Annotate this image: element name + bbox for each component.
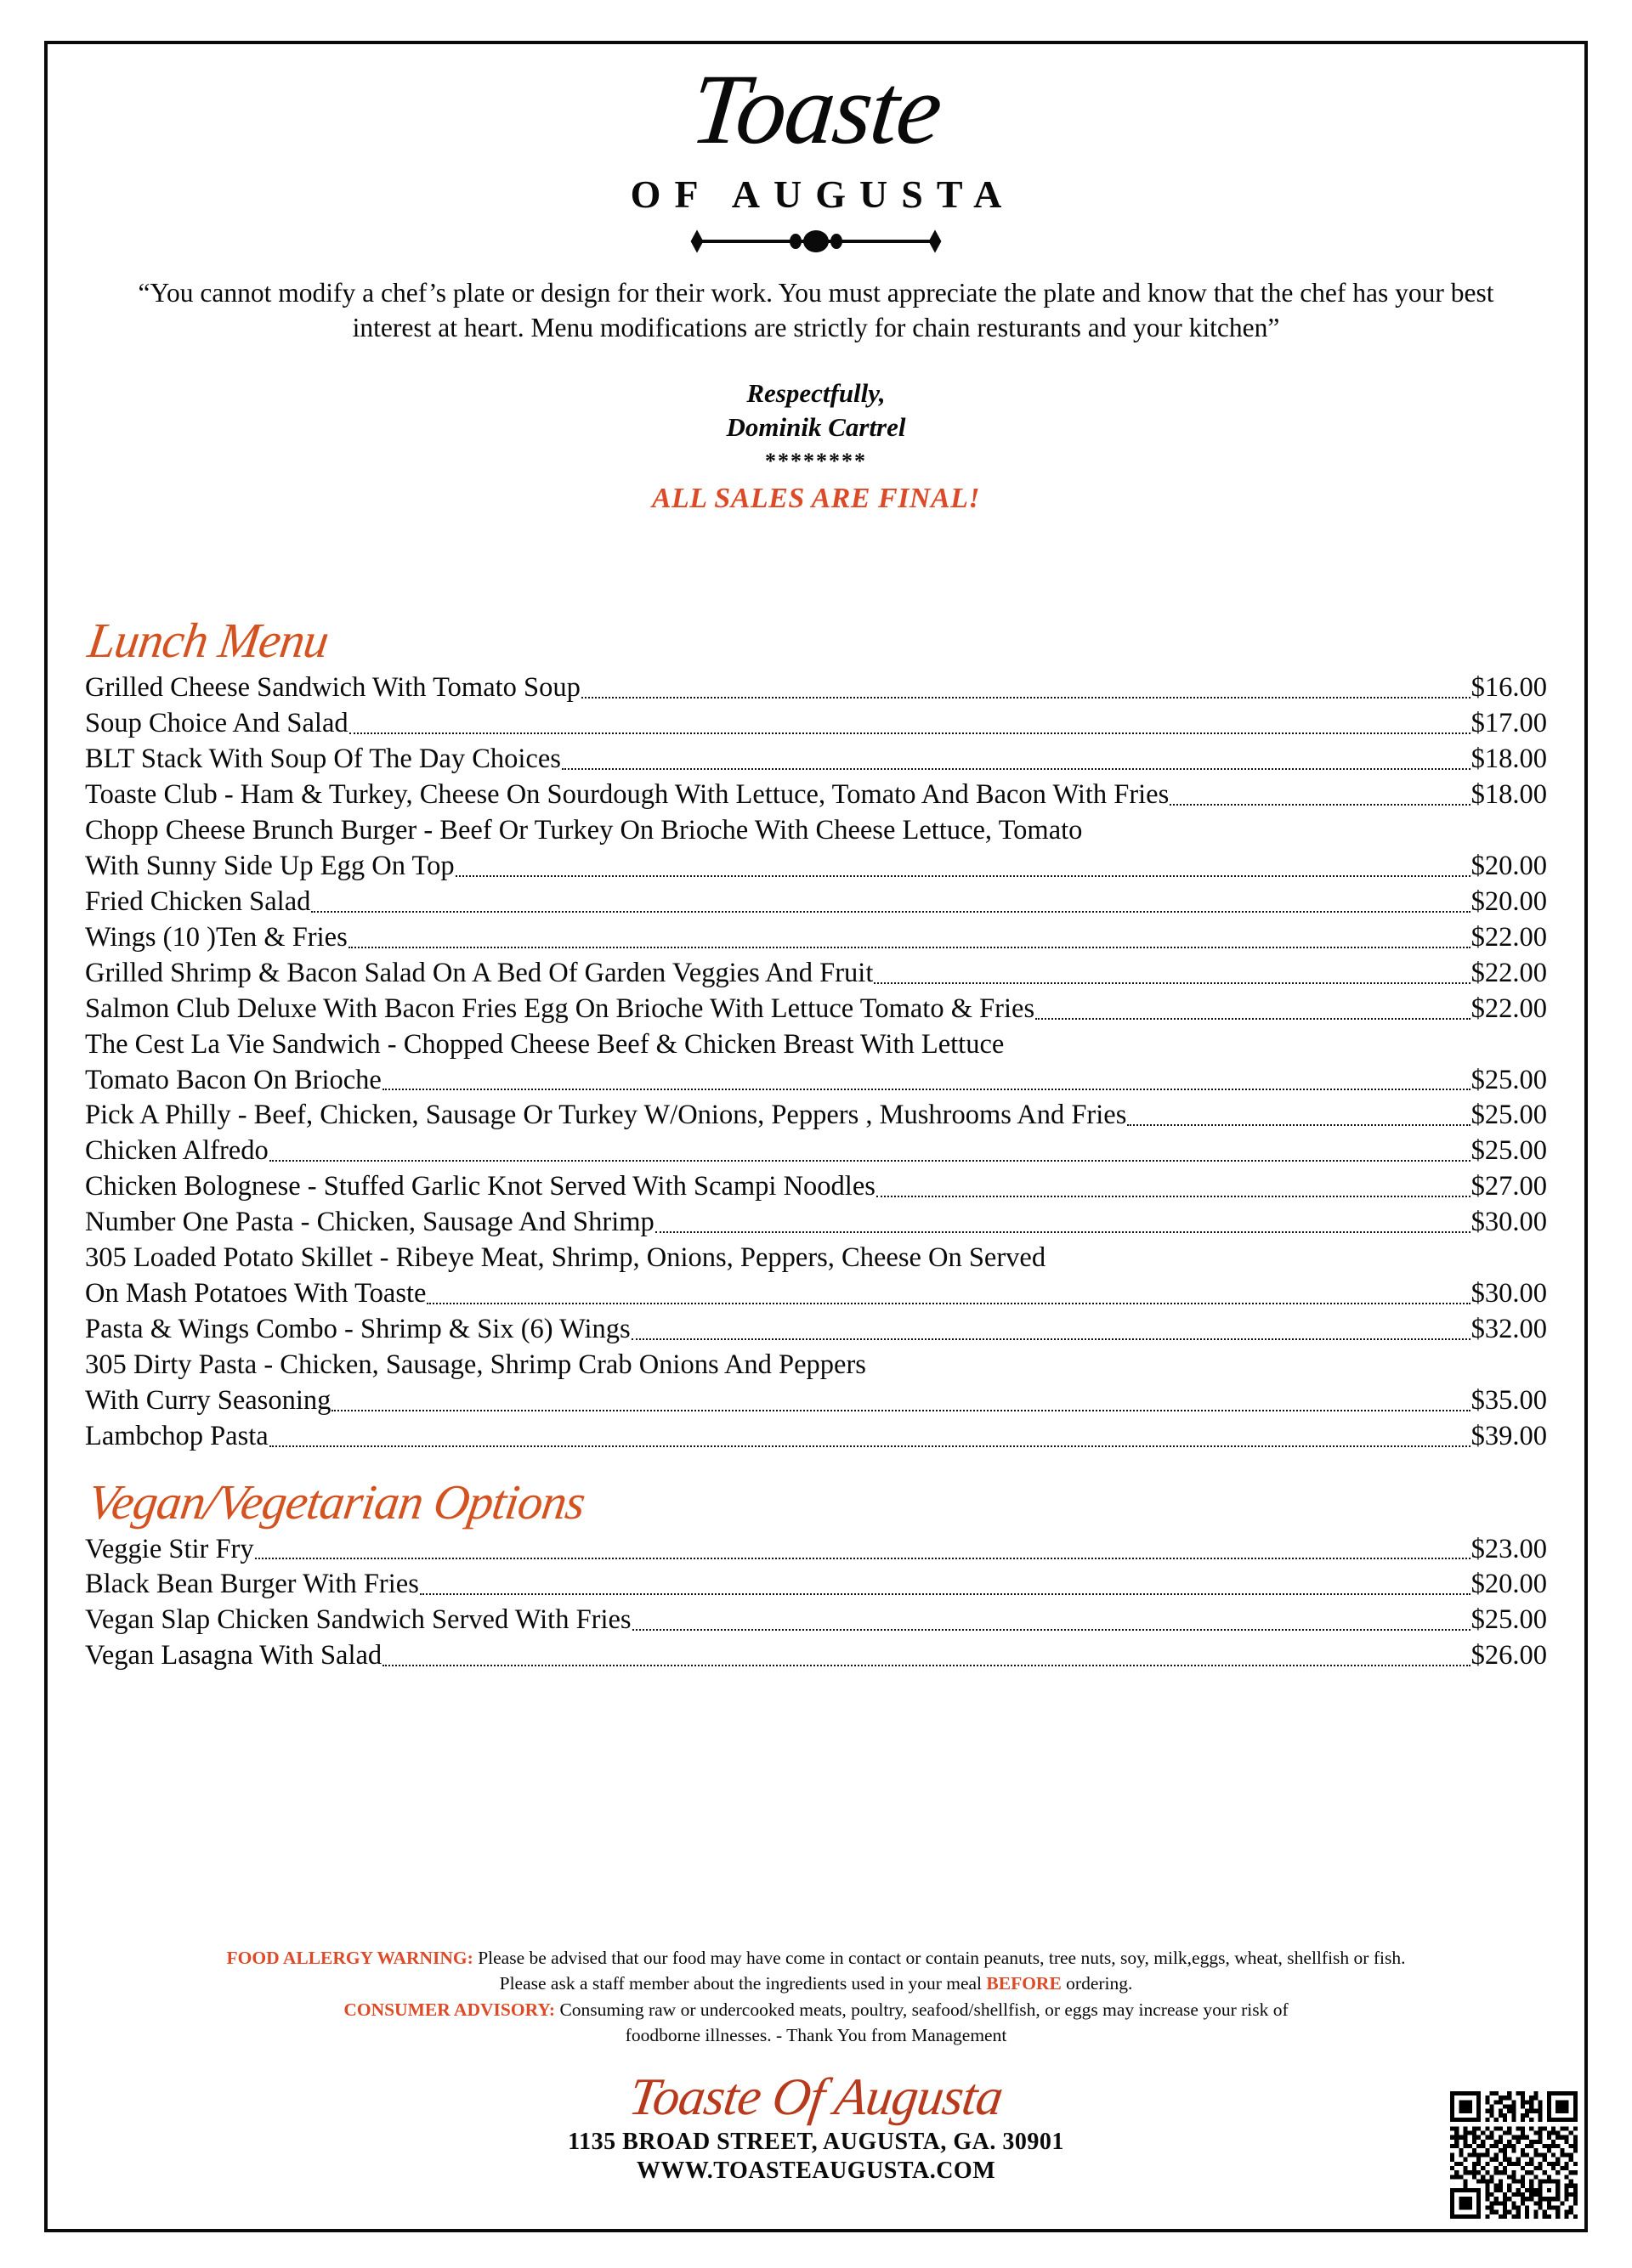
allergy-warning-label: FOOD ALLERGY WARNING:	[226, 1947, 473, 1968]
menu-item-price: $22.00	[1470, 957, 1547, 988]
menu-item-name: The Cest La Vie Sandwich - Chopped Cheese Beef & Chicken Breast With Lettuce	[85, 1028, 1005, 1060]
menu-item-row	[85, 1098, 1547, 1134]
menu-item-leader-dots	[874, 981, 1470, 984]
menu-item-row	[85, 1348, 1547, 1383]
brand-subtitle: OF AUGUSTA	[630, 173, 1016, 216]
menu-item-row	[85, 1383, 1547, 1419]
menu-item-leader-dots	[349, 732, 1470, 734]
menu-item-name: Vegan Slap Chicken Sandwich Served With Fries	[85, 1604, 632, 1636]
consumer-advisory-line	[48, 1997, 1584, 2023]
menu-item-leader-dots	[1035, 1017, 1470, 1020]
menu-item-row	[85, 992, 1547, 1027]
menu-item-price: $30.00	[1470, 1278, 1547, 1309]
menu-item-leader-dots	[427, 1302, 1470, 1304]
menu-item-name: Grilled Cheese Sandwich With Tomato Soup	[85, 672, 581, 704]
menu-item-name: Wings (10 )Ten & Fries	[85, 921, 348, 953]
page-footer	[48, 1945, 1584, 2224]
menu-item-leader-dots	[1127, 1123, 1470, 1126]
menu-item-row	[85, 849, 1547, 885]
menu-item-price: $25.00	[1470, 1135, 1547, 1167]
menu-item-name: 305 Dirty Pasta - Chicken, Sausage, Shrimp Crab Onions And Peppers	[85, 1349, 866, 1380]
menu-item-leader-dots	[255, 1557, 1470, 1559]
allergy-warning-line2	[48, 1971, 1584, 1997]
section-lunch-menu	[85, 615, 1547, 1454]
menu-item-leader-dots	[655, 1230, 1470, 1233]
menu-item-price: $22.00	[1470, 921, 1547, 953]
brand-script-logo: Toaste	[686, 54, 946, 165]
section-title-lunch: Lunch Menu	[84, 613, 332, 669]
menu-item-name: Number One Pasta - Chicken, Sausage And Shrimp	[85, 1207, 654, 1238]
menu-item-price: $16.00	[1470, 672, 1547, 704]
menu-item-row	[85, 778, 1547, 813]
menu-item-row	[85, 1134, 1547, 1169]
menu-item-name: Chicken Bolognese - Stuffed Garlic Knot Served With Scampi Noodles	[85, 1171, 876, 1202]
menu-item-name: Salmon Club Deluxe With Bacon Fries Egg On Brioche With Lettuce Tomato & Fries	[85, 993, 1035, 1024]
menu-item-price: $25.00	[1470, 1064, 1547, 1095]
menu-item-price: $23.00	[1470, 1533, 1547, 1564]
menu-item-name: Tomato Bacon On Brioche	[85, 1064, 382, 1095]
menu-item-name: Fried Chicken Salad	[85, 885, 311, 917]
menu-item-leader-dots	[269, 1445, 1470, 1447]
allergy-line2-pre: Please ask a staff member about the ingredients used in your meal	[499, 1973, 987, 1994]
menu-item-leader-dots	[420, 1592, 1470, 1595]
footer-website: WWW.TOASTEAUGUSTA.COM	[636, 2158, 996, 2184]
signature-stars: ********	[765, 449, 867, 474]
allergy-before-emphasis: BEFORE	[986, 1973, 1062, 1994]
menu-item-price: $27.00	[1470, 1171, 1547, 1202]
menu-item-price: $32.00	[1470, 1313, 1547, 1344]
menu-item-name: Soup Choice And Salad	[85, 708, 348, 739]
menu-item-row	[85, 1603, 1547, 1638]
menu-item-name: Chicken Alfredo	[85, 1135, 269, 1167]
consumer-advisory-label: CONSUMER ADVISORY:	[343, 1999, 556, 2020]
menu-item-row	[85, 885, 1547, 920]
all-sales-final-notice: ALL SALES ARE FINAL!	[651, 483, 981, 515]
menu-item-leader-dots	[1170, 803, 1470, 806]
menu-item-name: Pasta & Wings Combo - Shrimp & Six (6) Wings	[85, 1313, 631, 1344]
menu-item-price: $17.00	[1470, 708, 1547, 739]
menu-item-price: $20.00	[1470, 1569, 1547, 1600]
menu-item-leader-dots	[876, 1195, 1470, 1197]
menu-item-row	[85, 813, 1547, 849]
menu-item-name: BLT Stack With Soup Of The Day Choices	[85, 744, 561, 775]
menu-item-row	[85, 1241, 1547, 1276]
menu-item-price: $25.00	[1470, 1604, 1547, 1636]
menu-item-price: $30.00	[1470, 1207, 1547, 1238]
signature-name: Dominik Cartrel	[726, 412, 906, 443]
menu-item-row	[85, 1063, 1547, 1099]
menu-item-name: On Mash Potatoes With Toaste	[85, 1278, 427, 1309]
menu-item-leader-dots	[562, 767, 1470, 770]
menu-item-name: Black Bean Burger With Fries	[85, 1569, 419, 1600]
menu-item-name: With Sunny Side Up Egg On Top	[85, 850, 455, 881]
lunch-items-list	[85, 670, 1547, 1454]
menu-item-row	[85, 1027, 1547, 1063]
consumer-advisory-text: Consuming raw or undercooked meats, poultry, seafood/shellfish, or eggs may increase your risk of	[555, 1999, 1289, 2020]
menu-item-leader-dots	[581, 696, 1470, 698]
menu-item-row	[85, 1567, 1547, 1603]
menu-item-price: $20.00	[1470, 885, 1547, 917]
qr-code-icon[interactable]	[1450, 2091, 1578, 2219]
menu-item-name: Grilled Shrimp & Bacon Salad On A Bed Of Garden Veggies And Fruit	[85, 957, 874, 988]
menu-item-row	[85, 1638, 1547, 1674]
menu-item-price: $26.00	[1470, 1640, 1547, 1671]
allergy-warning-line	[48, 1945, 1584, 1971]
vegan-items-list	[85, 1532, 1547, 1675]
menu-item-row	[85, 742, 1547, 778]
menu-item-price: $22.00	[1470, 993, 1547, 1024]
menu-item-leader-dots	[382, 1088, 1470, 1090]
brand-header	[85, 44, 1547, 254]
section-title-vegan: Vegan/Vegetarian Options	[84, 1473, 589, 1530]
menu-item-row	[85, 1419, 1547, 1455]
menu-item-row	[85, 956, 1547, 992]
footer-script-logo: Toaste Of Augusta	[626, 2068, 1006, 2126]
menu-item-name: Veggie Stir Fry	[85, 1533, 254, 1564]
menu-item-price: $35.00	[1470, 1384, 1547, 1416]
menu-item-leader-dots	[632, 1628, 1470, 1631]
ornament-divider-icon	[688, 229, 944, 254]
menu-content	[48, 44, 1584, 1674]
section-vegan-options	[84, 1473, 1547, 1675]
consumer-advisory-line2: foodborne illnesses. - Thank You from Management	[625, 2025, 1007, 2046]
menu-item-row	[85, 920, 1547, 956]
menu-item-leader-dots	[311, 910, 1470, 913]
menu-item-price: $20.00	[1470, 850, 1547, 881]
menu-item-leader-dots	[456, 874, 1470, 877]
menu-item-row	[85, 1205, 1547, 1241]
menu-item-price: $18.00	[1470, 744, 1547, 775]
allergy-line2-post: ordering.	[1061, 1973, 1133, 1994]
menu-item-row	[85, 706, 1547, 742]
menu-item-name: With Curry Seasoning	[85, 1384, 332, 1416]
signature-respectfully: Respectfully,	[746, 377, 886, 408]
menu-item-price: $25.00	[1470, 1100, 1547, 1131]
menu-item-leader-dots	[269, 1159, 1470, 1162]
signature-block	[85, 376, 1547, 516]
footer-brand-block	[48, 2068, 1584, 2224]
menu-item-price: $39.00	[1470, 1420, 1547, 1451]
menu-item-row	[85, 1532, 1547, 1568]
menu-item-name: Vegan Lasagna With Salad	[85, 1640, 382, 1671]
footer-address: 1135 BROAD STREET, AUGUSTA, GA. 30901	[568, 2129, 1064, 2155]
menu-item-row	[85, 1312, 1547, 1348]
menu-item-row	[85, 1169, 1547, 1205]
menu-item-leader-dots	[348, 946, 1470, 948]
menu-item-leader-dots	[332, 1409, 1470, 1411]
chef-quote: “You cannot modify a chef’s plate or design for their work. You must appreciate the plate and know that the chef has your best interest at heart. Menu modifications are strictly for chain resturants and your kitchen”	[138, 278, 1494, 342]
menu-item-name: Lambchop Pasta	[85, 1420, 269, 1451]
menu-item-name: Pick A Philly - Beef, Chicken, Sausage Or Turkey W/Onions, Peppers , Mushrooms And Fries	[85, 1100, 1127, 1131]
menu-item-row	[85, 1276, 1547, 1312]
footer-notices	[48, 1945, 1584, 2049]
menu-item-leader-dots	[632, 1338, 1470, 1340]
menu-item-name: 305 Loaded Potato Skillet - Ribeye Meat, Shrimp, Onions, Peppers, Cheese On Served	[85, 1242, 1046, 1274]
menu-item-name: Toaste Club - Ham & Turkey, Cheese On Sourdough With Lettuce, Tomato And Bacon With Fries	[85, 779, 1170, 811]
menu-item-price: $18.00	[1470, 779, 1547, 811]
menu-item-name: Chopp Cheese Brunch Burger - Beef Or Turkey On Brioche With Cheese Lettuce, Tomato	[85, 815, 1083, 846]
menu-item-leader-dots	[382, 1664, 1470, 1666]
menu-item-row	[85, 670, 1547, 706]
allergy-warning-text: Please be advised that our food may have come in contact or contain peanuts, tree nuts, soy, milk,eggs, wheat, shellfish or fish.	[473, 1947, 1406, 1968]
